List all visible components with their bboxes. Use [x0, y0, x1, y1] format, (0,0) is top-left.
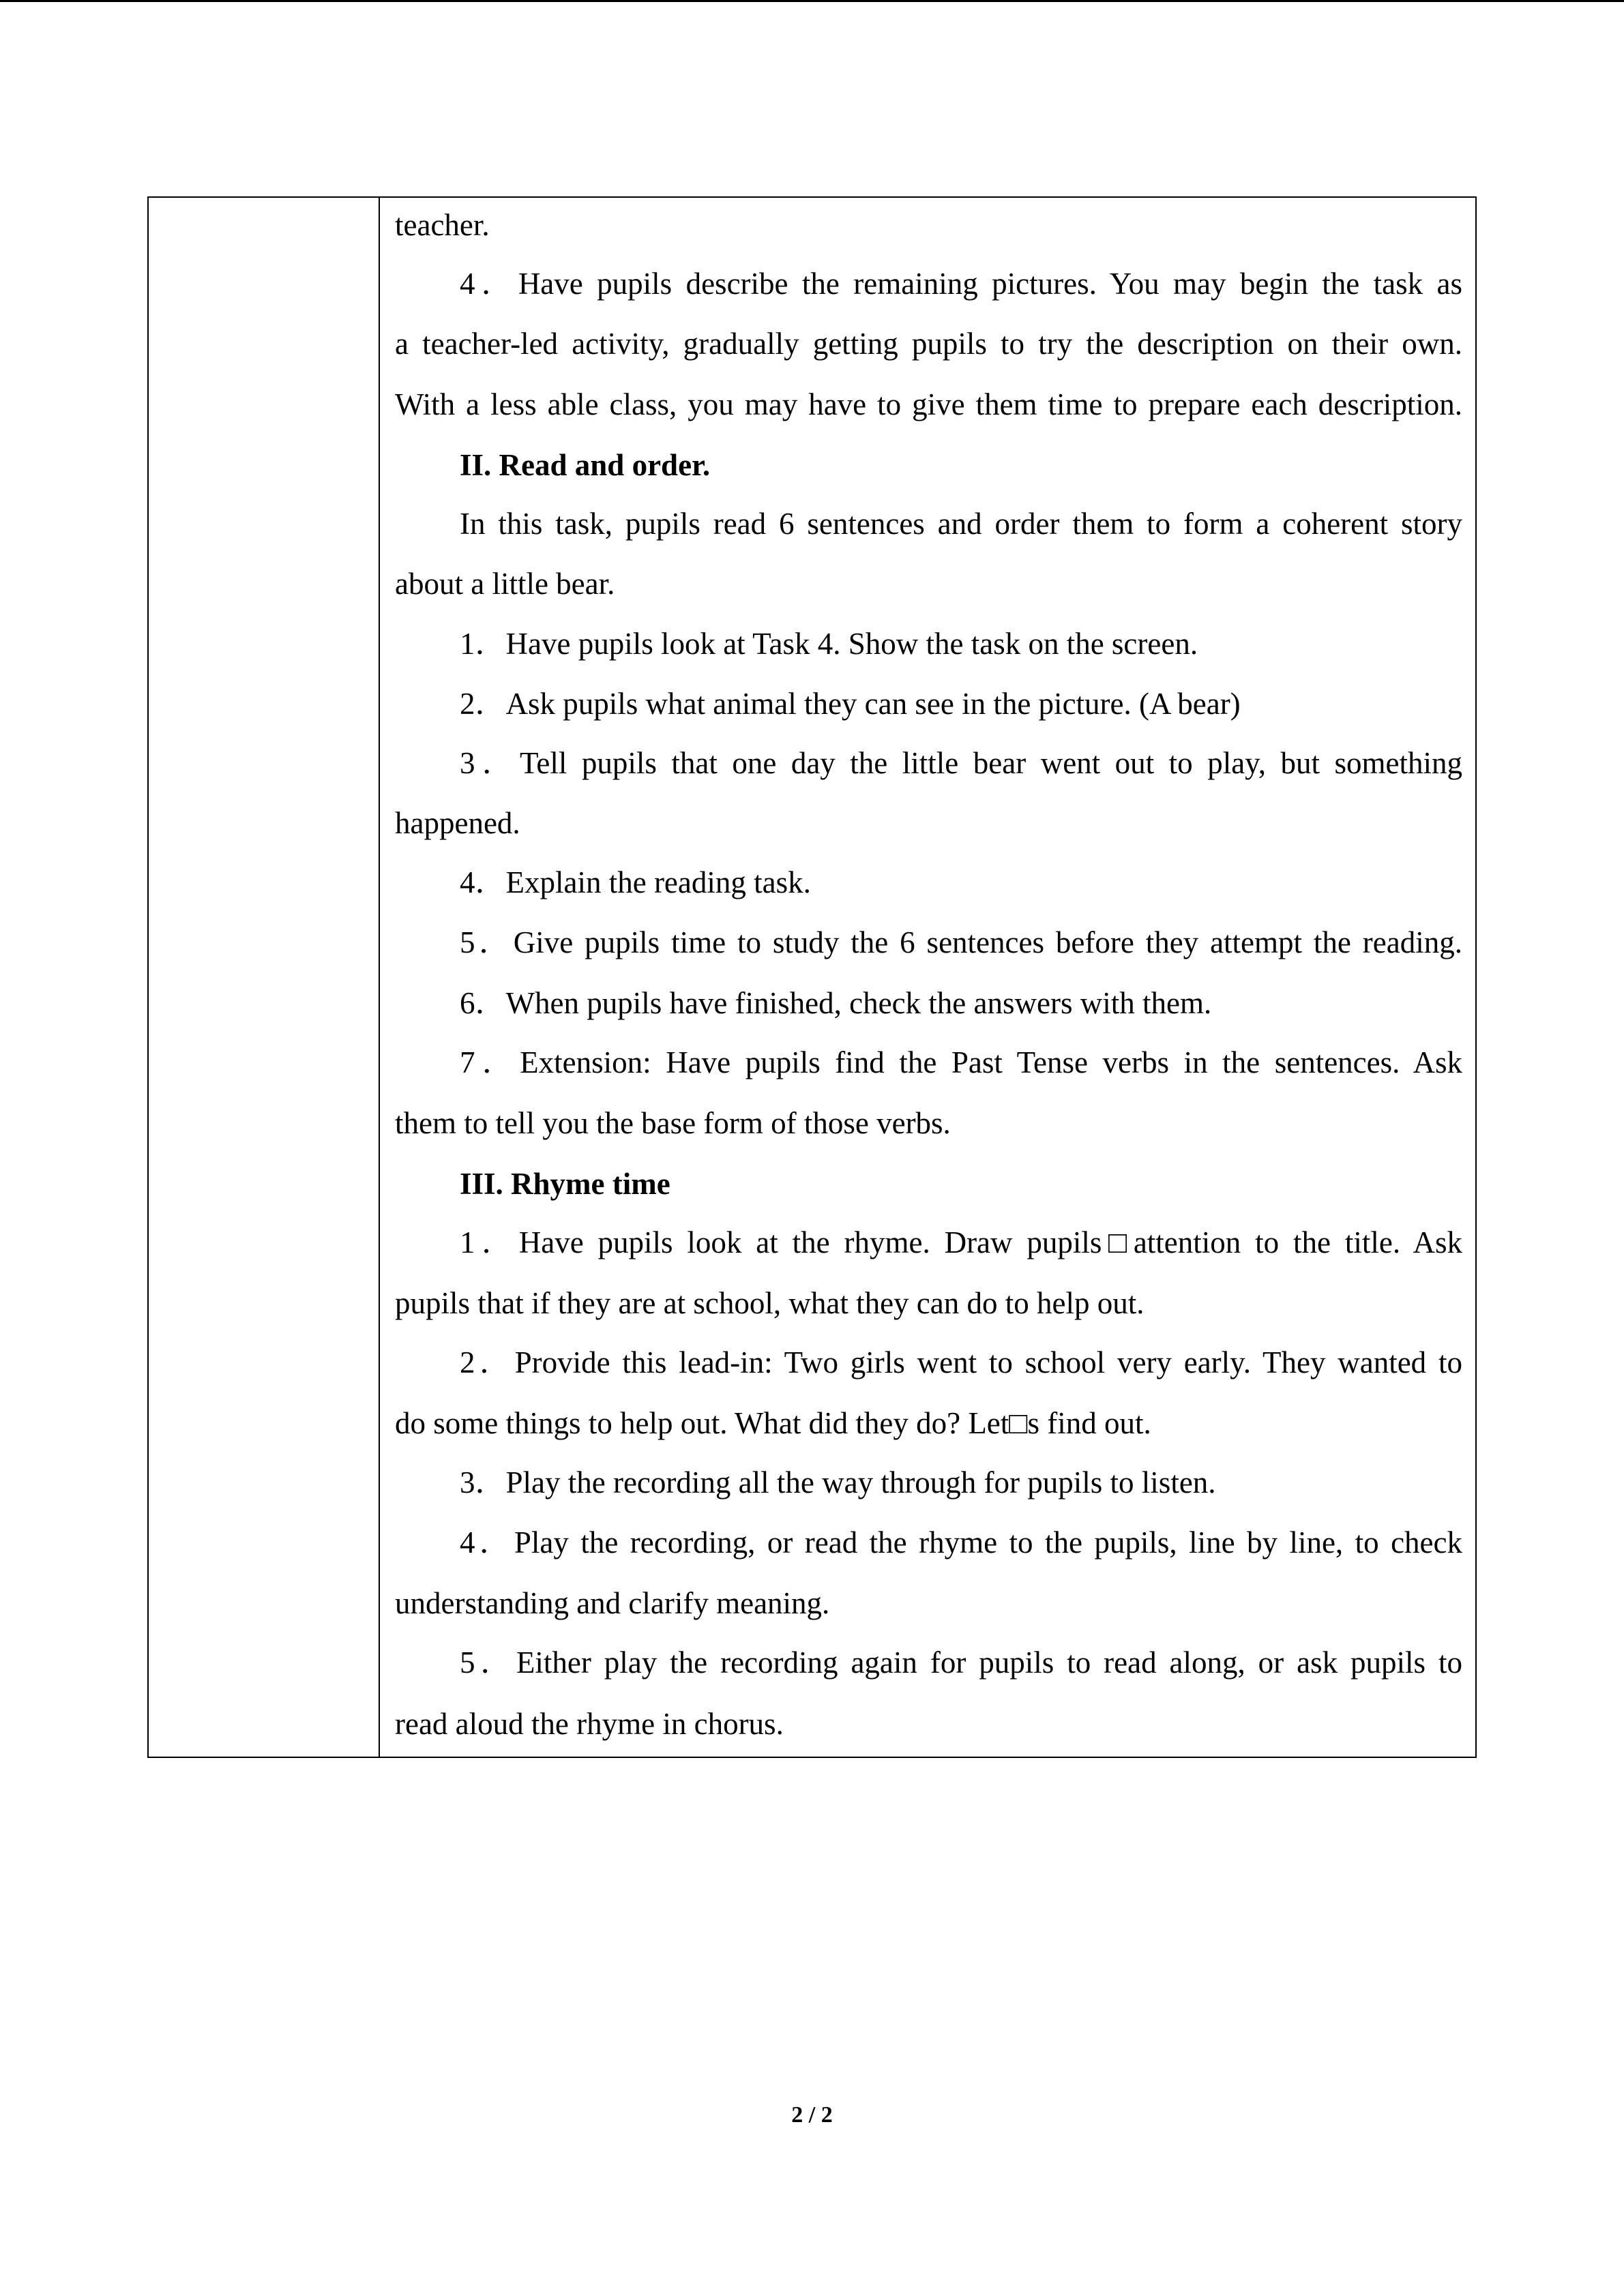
text-line: 2．Ask pupils what animal they can see in the picture. (A bear): [460, 687, 1241, 721]
text-line: read aloud the rhyme in chorus.: [395, 1707, 784, 1741]
text-line: In this task, pupils read 6 sentences and order them to form a coherent story: [460, 507, 1462, 541]
text-line: 2．Provide this lead-in: Two girls went to school very early. They wanted to: [460, 1345, 1462, 1380]
text-line: do some things to help out. What did they do? Let□s find out.: [395, 1406, 1151, 1440]
text-line: 5．Give pupils time to study the 6 sentences before they attempt the reading.: [460, 925, 1462, 959]
text-line: teacher.: [395, 208, 490, 242]
text-line: 1．Have pupils look at Task 4. Show the task on the screen.: [460, 627, 1198, 661]
text-line: about a little bear.: [395, 567, 615, 601]
text-line: understanding and clarify meaning.: [395, 1586, 830, 1620]
text-line: 3．Play the recording all the way through for pupils to listen.: [460, 1465, 1216, 1500]
table-left-cell: [149, 198, 380, 1757]
page-number: 2 / 2: [791, 2102, 833, 2128]
lesson-plan-table: [147, 196, 1477, 1758]
text-line: 5．Either play the recording again for pupils to read along, or ask pupils to: [460, 1645, 1462, 1680]
text-line: 7．Extension: Have pupils find the Past Tense verbs in the sentences. Ask: [460, 1045, 1462, 1079]
text-line: 4．Have pupils describe the remaining pictures. You may begin the task as: [460, 267, 1462, 301]
text-line: happened.: [395, 806, 520, 840]
text-line: a teacher-led activity, gradually getting pupils to try the description on their own.: [395, 327, 1462, 361]
text-line: 1．Have pupils look at the rhyme. Draw pupils□attention to the title. Ask: [460, 1225, 1462, 1259]
text-line: 6．When pupils have finished, check the answers with them.: [460, 986, 1212, 1020]
text-line: them to tell you the base form of those verbs.: [395, 1106, 951, 1140]
text-line: 4．Explain the reading task.: [460, 865, 811, 899]
text-line: 3．Tell pupils that one day the little bear went out to play, but something: [460, 746, 1462, 780]
text-line: pupils that if they are at school, what they can do to help out.: [395, 1286, 1145, 1320]
table-right-cell: [381, 198, 1475, 1757]
text-line: With a less able class, you may have to give them time to prepare each description.: [395, 387, 1462, 421]
section-heading: III. Rhyme time: [460, 1167, 670, 1201]
page-top-border: [0, 0, 1624, 2]
section-heading: II. Read and order.: [460, 448, 711, 482]
text-line: 4．Play the recording, or read the rhyme to the pupils, line by line, to check: [460, 1525, 1462, 1560]
